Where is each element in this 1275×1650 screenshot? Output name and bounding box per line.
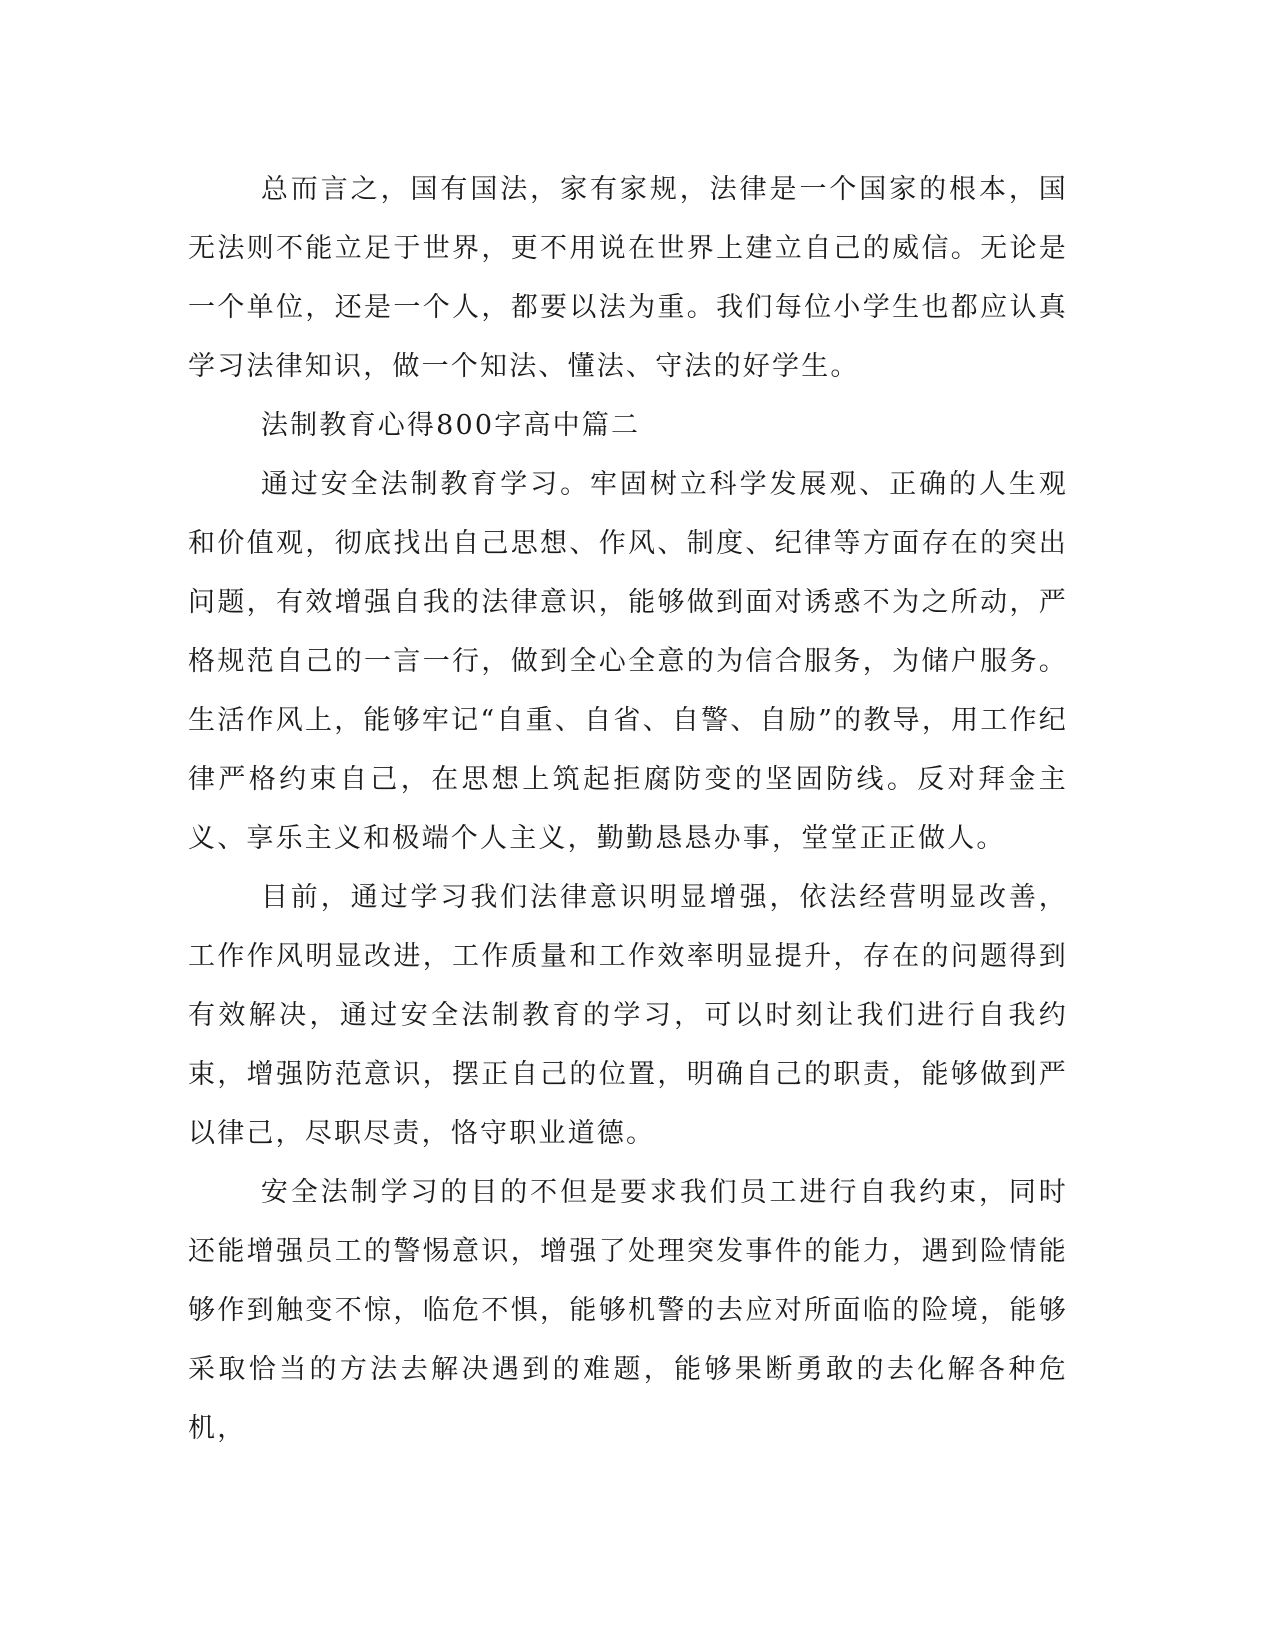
- paragraph-conclusion: 总而言之，国有国法，家有家规，法律是一个国家的根本，国无法则不能立足于世界，更不用说在世界上建立自己的威信。无论是一个单位，还是一个人，都要以法为重。我们每位小学生也都应认真学习法律知识，做一个知法、懂法、守法的好学生。: [188, 174, 1068, 382]
- paragraph-current: 目前，通过学习我们法律意识明显增强，依法经营明显改善，工作作风明显改进，工作质量和工作效率明显提升，存在的问题得到有效解决，通过安全法制教育的学习，可以时刻让我们进行自我约束，增强防范意识，摆正自己的位置，明确自己的职责，能够做到严以律己，尽职尽责，恪守职业道德。: [188, 882, 1068, 1149]
- section-heading: 法制教育心得800字高中篇二: [260, 410, 641, 441]
- paragraph-purpose: 安全法制学习的目的不但是要求我们员工进行自我约束，同时还能增强员工的警惕意识，增强了处理突发事件的能力，遇到险情能够作到触变不惊，临危不惧，能够机警的去应对所面临的险境，能够采取恰当的方法去解决遇到的难题，能够果断勇敢的去化解各种危机，: [188, 1177, 1068, 1444]
- document-body: [188, 160, 1068, 1458]
- paragraph-study: 通过安全法制教育学习。牢固树立科学发展观、正确的人生观和价值观，彻底找出自己思想、作风、制度、纪律等方面存在的突出问题，有效增强自我的法律意识，能够做到面对诱惑不为之所动，严格规范自己的一言一行，做到全心全意的为信合服务，为储户服务。生活作风上，能够牢记“自重、自省、自警、自励”的教导，用工作纪律严格约束自己，在思想上筑起拒腐防变的坚固防线。反对拜金主义、享乐主义和极端个人主义，勤勤恳恳办事，堂堂正正做人。: [188, 469, 1068, 854]
